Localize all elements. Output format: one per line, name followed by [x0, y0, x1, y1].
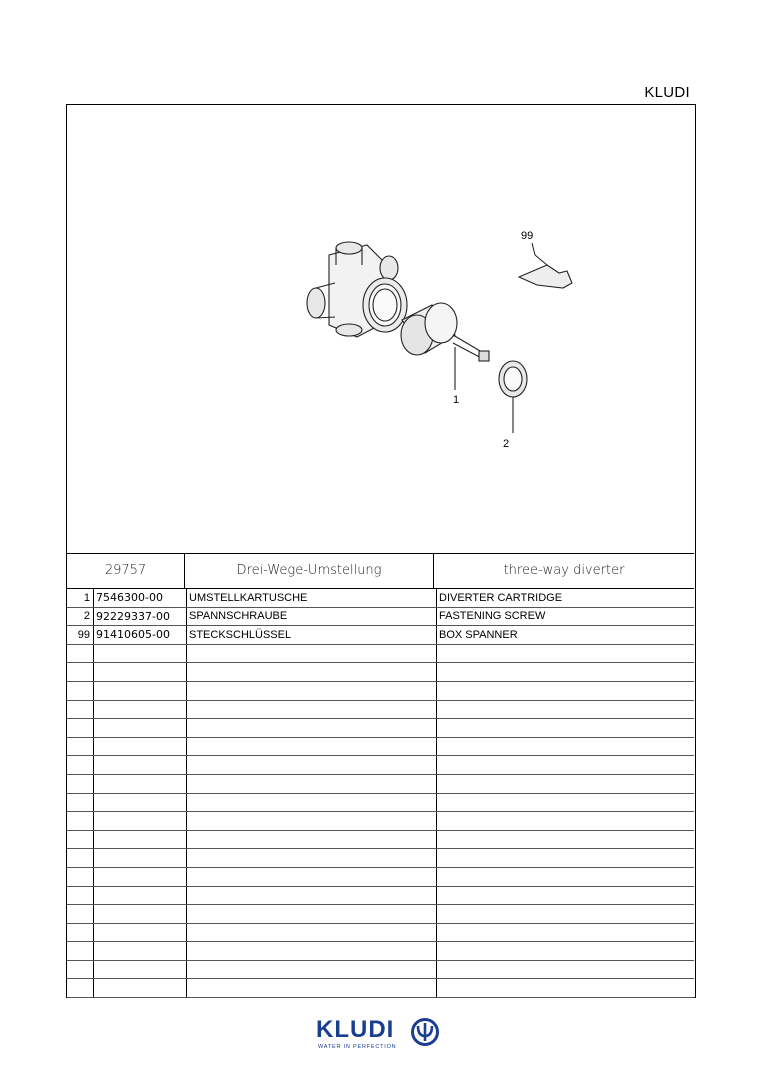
product-header-row	[67, 553, 694, 589]
part-name-english	[437, 886, 695, 905]
part-article-number	[94, 719, 187, 738]
part-name-english	[437, 979, 695, 998]
product-article-number: 29757	[67, 554, 185, 588]
part-name-english	[437, 756, 695, 775]
part-article-number	[94, 700, 187, 719]
parts-row	[67, 812, 694, 831]
part-article-number: 92229337-00	[94, 607, 187, 626]
part-name-german	[187, 774, 437, 793]
part-position	[67, 774, 94, 793]
part-name-english: DIVERTER CARTRIDGE	[437, 589, 695, 607]
box-spanner-key	[519, 255, 572, 288]
part-name-german	[187, 923, 437, 942]
parts-table	[67, 589, 694, 998]
part-name-english	[437, 700, 695, 719]
part-name-german	[187, 942, 437, 961]
part-name-german	[187, 719, 437, 738]
part-position	[67, 793, 94, 812]
part-position	[67, 663, 94, 682]
fastening-screw	[499, 361, 527, 433]
part-position	[67, 830, 94, 849]
part-name-english	[437, 774, 695, 793]
part-position	[67, 737, 94, 756]
part-article-number	[94, 812, 187, 831]
part-name-german	[187, 756, 437, 775]
part-name-english	[437, 681, 695, 700]
parts-row	[67, 644, 694, 663]
logo-wordmark: KLUDI	[316, 1016, 395, 1043]
callout-99: 99	[521, 230, 534, 242]
parts-row	[67, 756, 694, 775]
part-name-german	[187, 663, 437, 682]
kludi-logo	[316, 1016, 448, 1052]
parts-row	[67, 737, 694, 756]
part-position	[67, 979, 94, 998]
part-name-german	[187, 849, 437, 868]
part-article-number	[94, 867, 187, 886]
part-name-english	[437, 719, 695, 738]
parts-row	[67, 663, 694, 682]
part-name-english	[437, 960, 695, 979]
brand-name-top: KLUDI	[644, 84, 690, 101]
part-article-number	[94, 644, 187, 663]
part-position	[67, 812, 94, 831]
part-position	[67, 960, 94, 979]
product-name-english: three-way diverter	[503, 563, 625, 578]
exploded-view-illustration	[67, 105, 694, 553]
part-position	[67, 849, 94, 868]
diverter-cartridge	[401, 303, 489, 390]
callout-1: 1	[453, 394, 460, 406]
part-position	[67, 923, 94, 942]
part-article-number	[94, 756, 187, 775]
part-article-number	[94, 923, 187, 942]
part-name-german	[187, 681, 437, 700]
part-position	[67, 867, 94, 886]
part-name-english	[437, 923, 695, 942]
valve-body	[307, 242, 407, 337]
part-name-german	[187, 644, 437, 663]
part-position	[67, 942, 94, 961]
parts-row	[67, 867, 694, 886]
part-name-english	[437, 812, 695, 831]
exploded-view-drawing	[67, 105, 694, 553]
part-name-english	[437, 663, 695, 682]
parts-row	[67, 849, 694, 868]
product-name-german: Drei-Wege-Umstellung	[185, 554, 434, 588]
part-article-number	[94, 942, 187, 961]
part-name-english	[437, 793, 695, 812]
parts-row	[67, 793, 694, 812]
parts-row	[67, 830, 694, 849]
part-name-english	[437, 830, 695, 849]
part-name-english	[437, 644, 695, 663]
part-position	[67, 719, 94, 738]
part-position	[67, 700, 94, 719]
parts-row	[67, 589, 694, 607]
parts-row	[67, 626, 694, 645]
parts-row	[67, 700, 694, 719]
part-name-english: BOX SPANNER	[437, 626, 695, 645]
parts-list	[67, 589, 694, 998]
part-name-german	[187, 793, 437, 812]
parts-row	[67, 923, 694, 942]
part-position: 99	[67, 626, 94, 645]
part-name-german	[187, 812, 437, 831]
part-article-number	[94, 979, 187, 998]
part-name-german: UMSTELLKARTUSCHE	[187, 589, 437, 607]
part-position	[67, 886, 94, 905]
part-position	[67, 644, 94, 663]
part-name-german: STECKSCHLÜSSEL	[187, 626, 437, 645]
part-name-english: FASTENING SCREW	[437, 607, 695, 626]
part-article-number	[94, 737, 187, 756]
parts-row	[67, 960, 694, 979]
part-article-number: 7546300-00	[94, 589, 187, 607]
part-name-english	[437, 942, 695, 961]
part-article-number	[94, 905, 187, 924]
part-name-german	[187, 979, 437, 998]
part-name-german	[187, 867, 437, 886]
callout-2: 2	[503, 438, 510, 450]
part-position	[67, 756, 94, 775]
part-name-german	[187, 830, 437, 849]
logo-water-icon	[410, 1017, 440, 1047]
part-position	[67, 905, 94, 924]
part-article-number	[94, 681, 187, 700]
part-article-number	[94, 774, 187, 793]
part-name-german	[187, 960, 437, 979]
part-name-german	[187, 737, 437, 756]
part-name-german	[187, 700, 437, 719]
part-position	[67, 681, 94, 700]
part-article-number	[94, 793, 187, 812]
parts-row	[67, 719, 694, 738]
parts-sheet	[66, 104, 696, 998]
part-position: 1	[67, 589, 94, 607]
part-name-german	[187, 905, 437, 924]
part-name-german: SPANNSCHRAUBE	[187, 607, 437, 626]
parts-row	[67, 979, 694, 998]
part-name-german	[187, 886, 437, 905]
part-article-number: 91410605-00	[94, 626, 187, 645]
part-name-english	[437, 867, 695, 886]
parts-row	[67, 607, 694, 626]
part-name-english	[437, 737, 695, 756]
part-article-number	[94, 886, 187, 905]
logo-tagline: WATER IN PERFECTION	[318, 1044, 397, 1050]
parts-row	[67, 774, 694, 793]
part-position: 2	[67, 607, 94, 626]
parts-row	[67, 905, 694, 924]
parts-row	[67, 886, 694, 905]
part-name-english	[437, 905, 695, 924]
parts-row	[67, 942, 694, 961]
part-article-number	[94, 663, 187, 682]
part-article-number	[94, 849, 187, 868]
part-article-number	[94, 960, 187, 979]
part-article-number	[94, 830, 187, 849]
parts-row	[67, 681, 694, 700]
part-name-english	[437, 849, 695, 868]
